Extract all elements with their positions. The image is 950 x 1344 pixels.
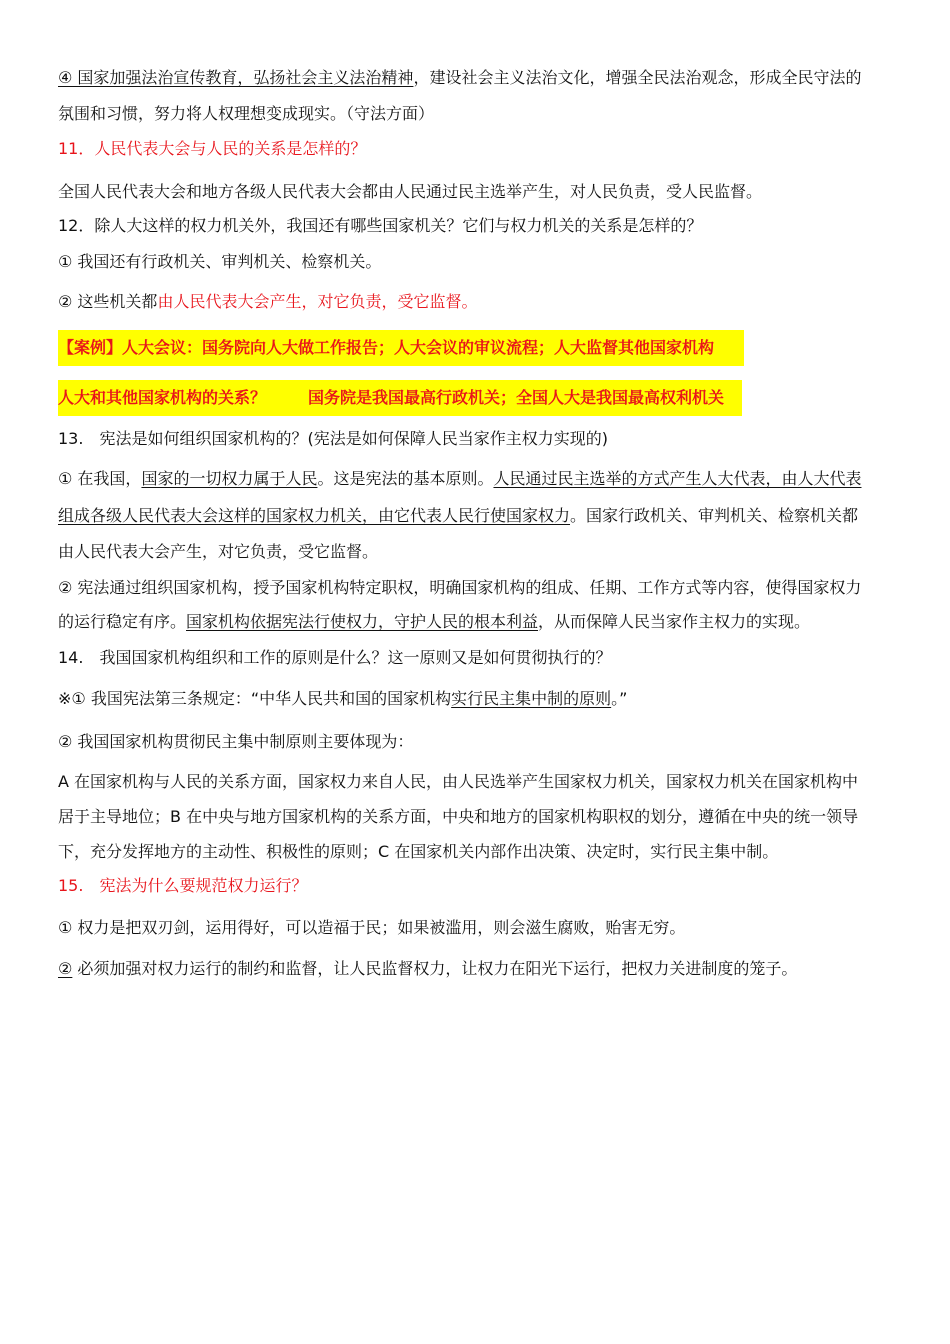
answer-14-para-line1: A 在国家机构与人民的关系方面，国家权力来自人民，由人民选举产生国家权力机关，国家权力机关在国家机构中 <box>58 772 859 791</box>
question-11: 11．人民代表大会与人民的关系是怎样的？ <box>58 139 367 158</box>
answer-13-line2: 组成各级人民代表大会这样的国家权力机关，由它代表人民行使国家权力。国家行政机关、审判机关、检察机关都 <box>58 506 859 525</box>
case-highlight-line1: 【案例】人大会议：国务院向人大做工作报告；人大会议的审议流程；人大监督其他国家机构 <box>58 330 744 366</box>
answer-14-item2: ② 我国国家机构贯彻民主集中制原则主要体现为： <box>58 732 414 751</box>
answer-13-line3: 由人民代表大会产生，对它负责，受它监督。 <box>58 542 379 561</box>
answer-12-item2: ② 这些机关都由人民代表大会产生，对它负责，受它监督。 <box>58 292 478 311</box>
answer-12-item1: ① 我国还有行政机关、审判机关、检察机关。 <box>58 252 382 271</box>
q10-item4-line2: 氛围和习惯，努力将人权理想变成现实。（守法方面） <box>58 104 435 123</box>
question-13: 13. 宪法是如何组织国家机构的？(宪法是如何保障人民当家作主权力实现的) <box>58 429 608 448</box>
question-15: 15. 宪法为什么要规范权力运行？ <box>58 876 308 895</box>
answer-13-line1: ① 在我国，国家的一切权力属于人民。这是宪法的基本原则。人民通过民主选举的方式产生人大代表，由人大代表 <box>58 469 862 488</box>
question-12: 12．除人大这样的权力机关外，我国还有哪些国家机关？它们与权力机关的关系是怎样的？ <box>58 216 703 235</box>
answer-15-item2: ② 必须加强对权力运行的制约和监督，让人民监督权力，让权力在阳光下运行，把权力关进制度的笼子。 <box>58 959 798 978</box>
answer-11: 全国人民代表大会和地方各级人民代表大会都由人民通过民主选举产生，对人民负责，受人民监督。 <box>58 182 763 201</box>
question-14: 14. 我国国家机构组织和工作的原则是什么？这一原则又是如何贯彻执行的？ <box>58 648 612 667</box>
answer-13-line4: ② 宪法通过组织国家机构，授予国家机构特定职权，明确国家机构的组成、任期、工作方式等内容，使得国家权力 <box>58 578 862 597</box>
case-highlight-line2: 人大和其他国家机构的关系？ 国务院是我国最高行政机关；全国人大是我国最高权利机关 <box>58 380 742 416</box>
answer-14-para-line2: 居于主导地位；B 在中央与地方国家机构的关系方面，中央和地方的国家机构职权的划分，遵循在中央的统一领导 <box>58 807 859 826</box>
answer-14-item1: ※① 我国宪法第三条规定：“中华人民共和国的国家机构实行民主集中制的原则。” <box>58 689 628 708</box>
answer-13-line5: 的运行稳定有序。国家机构依据宪法行使权力，守护人民的根本利益，从而保障人民当家作主权力的实现。 <box>58 612 811 631</box>
highlighted-answer: 由人民代表大会产生，对它负责，受它监督。 <box>157 292 478 311</box>
q10-item4-line1: ④ 国家加强法治宣传教育，弘扬社会主义法治精神，建设社会主义法治文化，增强全民法治观念，形成全民守法的 <box>58 68 862 87</box>
answer-14-para-line3: 下，充分发挥地方的主动性、积极性的原则；C 在国家机关内部作出决策、决定时，实行民主集中制。 <box>58 842 779 861</box>
answer-15-item1: ① 权力是把双刃剑，运用得好，可以造福于民；如果被滥用，则会滋生腐败，贻害无穷。 <box>58 918 686 937</box>
underlined-text: ④ 国家加强法治宣传教育，弘扬社会主义法治精神 <box>58 68 414 87</box>
